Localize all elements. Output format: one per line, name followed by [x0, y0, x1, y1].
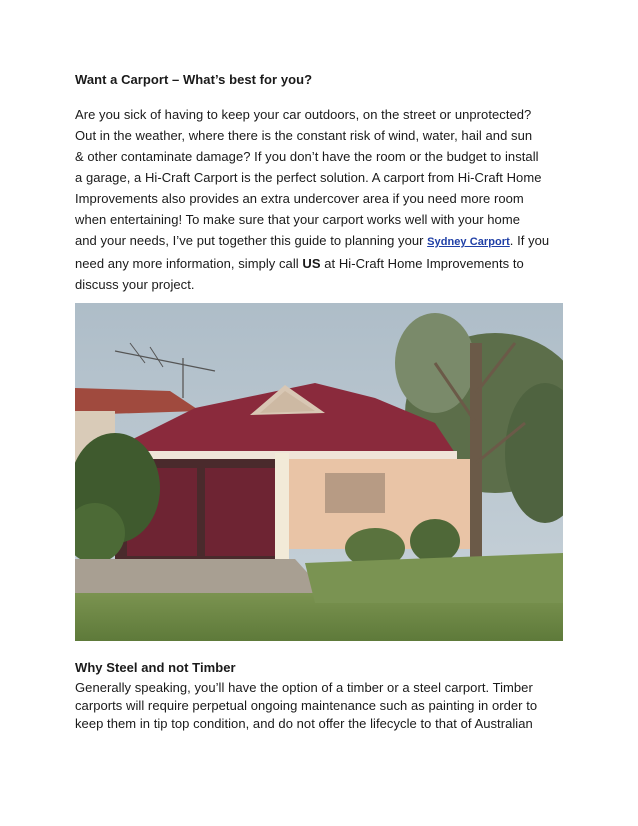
intro-paragraph: [75, 104, 569, 295]
emphasis-us: US: [302, 256, 321, 271]
section-line: carports will require perpetual ongoing maintenance such as painting in order to: [75, 698, 538, 713]
intro-line: Are you sick of having to keep your car outdoors, on the street or unprotected?: [75, 107, 532, 122]
intro-line: when entertaining! To make sure that your carport works well with your home: [75, 212, 520, 227]
intro-line: Improvements also provides an extra undercover area if you need more room: [75, 191, 524, 206]
sydney-carport-link[interactable]: Sydney Carport: [427, 236, 510, 248]
intro-line-with-bold: [75, 253, 569, 274]
intro-line-with-link: [75, 230, 569, 253]
intro-line: Out in the weather, where there is the constant risk of wind, water, hail and sun: [75, 128, 533, 143]
intro-text: and your needs, I’ve put together this guide to planning your: [75, 233, 428, 248]
intro-line: discuss your project.: [75, 277, 195, 292]
carport-photo: [75, 303, 563, 641]
page-title: Want a Carport – What’s best for you?: [75, 72, 313, 87]
section-paragraph: [75, 679, 569, 733]
intro-text: need any more information, simply call: [75, 256, 303, 271]
section-line: keep them in tip top condition, and do not offer the lifecycle to that of Australian: [75, 716, 533, 731]
section-heading: Why Steel and not Timber: [75, 660, 236, 675]
section-line: Generally speaking, you’ll have the option of a timber or a steel carport. Timber: [75, 680, 533, 695]
intro-text: at Hi-Craft Home Improvements to: [320, 256, 524, 271]
intro-line: a garage, a Hi-Craft Carport is the perfect solution. A carport from Hi-Craft Home: [75, 170, 542, 185]
intro-line: & other contaminate damage? If you don’t have the room or the budget to install: [75, 149, 539, 164]
intro-text: . If you: [509, 233, 550, 248]
